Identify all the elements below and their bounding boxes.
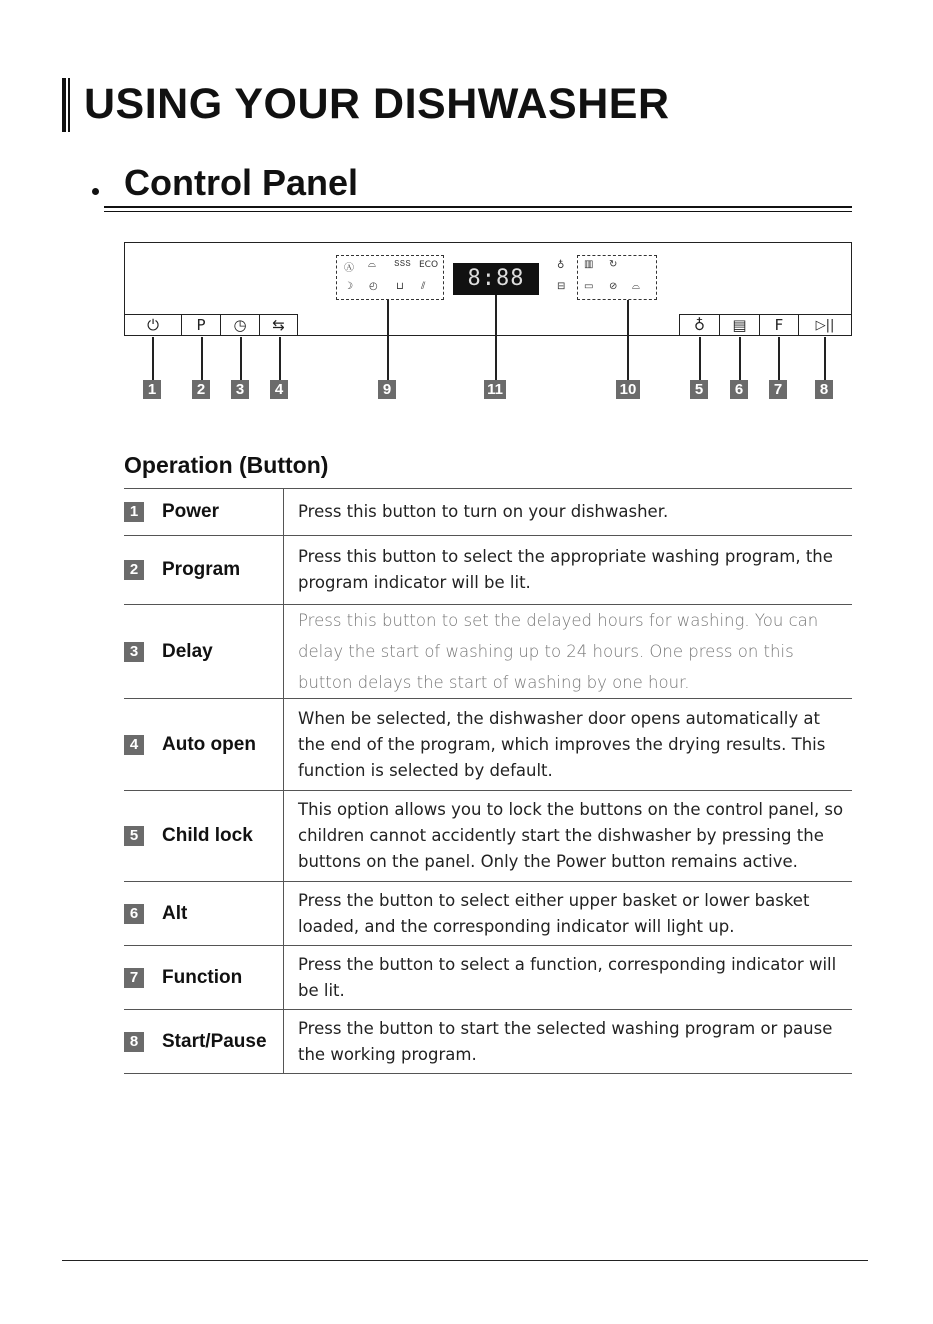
- function-button[interactable]: [759, 314, 799, 336]
- child-lock-icon: ♁: [694, 316, 705, 334]
- row-name: Alt: [162, 902, 188, 924]
- row-number-badge: 8: [124, 1032, 144, 1052]
- title-bar-mark-thin: [68, 78, 70, 132]
- footer-rule: [62, 1260, 868, 1261]
- callout-number: 10: [616, 380, 640, 399]
- child-lock-indicator-icon: ♁: [557, 260, 565, 271]
- row-name: Delay: [162, 640, 213, 662]
- row-name: Start/Pause: [162, 1030, 267, 1052]
- callout-number: 11: [484, 380, 506, 399]
- row-number-badge: 3: [124, 642, 144, 662]
- row-number-badge: 2: [124, 560, 144, 580]
- callout-line-8: [824, 337, 826, 380]
- row-description: Press this button to set the delayed hours for washing. You can delay the start of washing up to 24 hours. One press on this button delays the start of washing by one hour.: [298, 611, 819, 692]
- callout-line-4: [279, 337, 281, 380]
- row-name: Auto open: [162, 733, 256, 755]
- alt-icon: ▤: [732, 316, 747, 334]
- callout-line-9: [387, 300, 389, 380]
- one-hour-program-icon: ◴: [369, 281, 378, 292]
- row-name: Power: [162, 501, 220, 522]
- intensive-program-icon: ⌓: [368, 259, 376, 270]
- callout-line-11: [495, 295, 497, 380]
- row-description: Press the button to select either upper basket or lower basket loaded, and the corresponding indicator will light up.: [298, 890, 810, 936]
- program-button[interactable]: [181, 314, 221, 336]
- callout-number: 7: [769, 380, 787, 399]
- section-rule-thin: [104, 211, 852, 212]
- callout-line-10: [627, 300, 629, 380]
- callout-line-2: [201, 337, 203, 380]
- page-title: USING YOUR DISHWASHER: [84, 80, 670, 128]
- upper-basket-indicator-icon: ▥: [584, 259, 594, 270]
- row-number-badge: 5: [124, 826, 144, 846]
- table-row: [124, 790, 852, 881]
- power-icon: ⏻: [147, 316, 159, 334]
- table-row: [124, 698, 852, 790]
- title-bar-mark: [62, 78, 66, 132]
- callout-number: 3: [231, 380, 249, 399]
- callout-line-3: [240, 337, 242, 380]
- table-row: [124, 881, 852, 945]
- auto-open-indicator-icon: ⊟: [557, 281, 566, 292]
- extra-drying-indicator-icon: ↻: [609, 259, 618, 270]
- callout-number: 9: [378, 380, 396, 399]
- callout-number: 6: [730, 380, 748, 399]
- power-button[interactable]: [124, 314, 182, 336]
- glass-program-icon: ⊔: [396, 281, 404, 292]
- table-row: [124, 945, 852, 1009]
- row-name: Function: [162, 966, 243, 988]
- row-description: When be selected, the dishwasher door opens automatically at the end of the program, which improves the drying results. This function is selected by default.: [298, 708, 826, 780]
- start-pause-icon: ▷||: [815, 317, 835, 333]
- row-description: This option allows you to lock the buttons on the control panel, so children cannot accidently start the dishwasher by pressing the buttons on the panel. Only the Power button remains active.: [298, 800, 844, 871]
- salt-indicator-icon: ⊘: [609, 281, 618, 292]
- operation-table: [124, 488, 852, 1074]
- row-number-badge: 1: [124, 502, 144, 522]
- function-label: F: [774, 316, 784, 334]
- row-name: Program: [162, 559, 241, 580]
- delay-button[interactable]: [220, 314, 260, 336]
- callout-number: 4: [270, 380, 288, 399]
- callout-number: 2: [192, 380, 210, 399]
- table-row: [124, 535, 852, 604]
- callout-line-7: [778, 337, 780, 380]
- child-lock-button[interactable]: [679, 314, 720, 336]
- callout-number: 8: [815, 380, 833, 399]
- row-number-badge: 6: [124, 904, 144, 924]
- section-rule: [104, 206, 852, 208]
- callout-line-6: [739, 337, 741, 380]
- digital-display: 8:88: [453, 263, 539, 295]
- row-name: Child lock: [162, 825, 253, 846]
- row-description: Press this button to turn on your dishwasher.: [298, 502, 669, 521]
- auto-open-icon: ⇆: [272, 316, 285, 334]
- row-description: Press the button to start the selected washing program or pause the working program.: [298, 1018, 833, 1064]
- callout-line-5: [699, 337, 701, 380]
- rinse-program-icon: ⫽: [421, 281, 426, 292]
- callout-number: 5: [690, 380, 708, 399]
- night-program-icon: ☽: [344, 281, 353, 292]
- row-description: Press this button to select the appropriate washing program, the program indicator will be lit.: [298, 547, 833, 592]
- hygiene-program-icon: ՏՏՏ: [394, 259, 411, 268]
- row-number-badge: 7: [124, 968, 144, 988]
- auto-program-icon: Ⓐ: [344, 263, 354, 274]
- delay-icon: ◷: [233, 316, 247, 334]
- section-bullet-icon: [92, 188, 99, 195]
- lower-basket-indicator-icon: ▭: [584, 281, 594, 292]
- callout-line-1: [152, 337, 154, 380]
- rinse-aid-indicator-icon: ⌓: [632, 281, 640, 292]
- callout-number: 1: [143, 380, 161, 399]
- eco-program-icon: ECO: [419, 260, 439, 270]
- alt-button[interactable]: [719, 314, 760, 336]
- row-description: Press the button to select a function, corresponding indicator will be lit.: [298, 954, 837, 1000]
- start-pause-button[interactable]: [798, 314, 852, 336]
- row-number-badge: 4: [124, 735, 144, 755]
- table-row: [124, 1009, 852, 1074]
- table-row: [124, 488, 852, 535]
- program-label: P: [196, 316, 206, 334]
- section-title: Control Panel: [124, 162, 359, 203]
- table-row: [124, 604, 852, 698]
- operation-title: Operation (Button): [124, 452, 329, 478]
- auto-open-button[interactable]: [259, 314, 298, 336]
